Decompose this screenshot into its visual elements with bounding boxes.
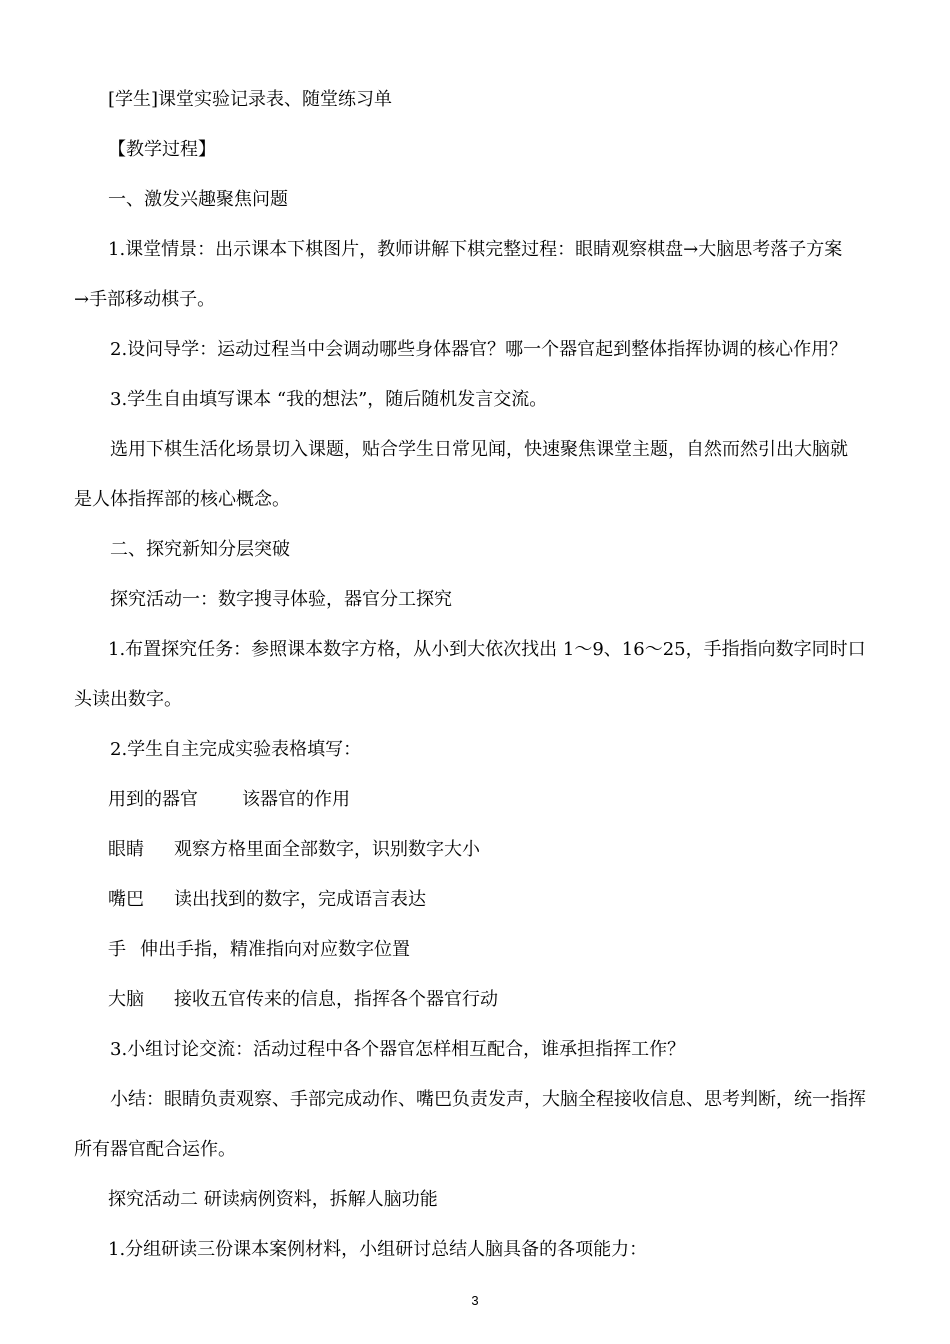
activity1-item3: 3.小组讨论交流：活动过程中各个器官怎样相互配合，谁承担指挥工作？ xyxy=(110,1039,686,1060)
organ-function: 读出找到的数字，完成语言表达 xyxy=(174,889,426,910)
page-number: 3 xyxy=(471,1293,479,1308)
organ-name: 大脑 xyxy=(108,989,144,1010)
organ-function: 伸出手指，精准指向对应数字位置 xyxy=(140,939,410,960)
activity1-summary-line2: 所有器官配合运作。 xyxy=(74,1139,236,1160)
section1-summary-line2: 是人体指挥部的核心概念。 xyxy=(74,489,290,510)
organ-function: 观察方格里面全部数字，识别数字大小 xyxy=(174,839,480,860)
student-materials-line: [学生]课堂实验记录表、随堂练习单 xyxy=(108,89,393,110)
organ-name: 手 xyxy=(108,939,126,960)
section1-heading: 一、激发兴趣聚焦问题 xyxy=(108,189,288,210)
organ-function: 接收五官传来的信息，指挥各个器官行动 xyxy=(174,989,498,1010)
table-header-organ: 用到的器官 xyxy=(108,789,198,810)
activity2-title: 探究活动二 研读病例资料，拆解人脑功能 xyxy=(108,1189,438,1210)
organ-name: 眼睛 xyxy=(108,839,144,860)
section1-item3: 3.学生自由填写课本 “我的想法”，随后随机发言交流。 xyxy=(110,389,548,410)
section1-item1-line1: 1.课堂情景：出示课本下棋图片，教师讲解下棋完整过程：眼睛观察棋盘→大脑思考落子方案 xyxy=(108,239,843,260)
activity1-item2: 2.学生自主完成实验表格填写： xyxy=(110,739,362,760)
section1-item2: 2.设问导学：运动过程当中会调动哪些身体器官？哪一个器官起到整体指挥协调的核心作用？ xyxy=(110,339,848,360)
activity1-title: 探究活动一：数字搜寻体验，器官分工探究 xyxy=(110,589,452,610)
organ-name: 嘴巴 xyxy=(108,889,144,910)
table-header-function: 该器官的作用 xyxy=(242,789,350,810)
activity1-item1-line1: 1.布置探究任务：参照课本数字方格，从小到大依次找出 1～9、16～25，手指指向数字同时口 xyxy=(108,639,866,660)
activity1-summary-line1: 小结：眼睛负责观察、手部完成动作、嘴巴负责发声，大脑全程接收信息、思考判断，统一指挥 xyxy=(110,1089,866,1110)
teaching-process-heading: 【教学过程】 xyxy=(108,139,216,160)
section1-item1-line2: →手部移动棋子。 xyxy=(74,289,216,310)
section2-heading: 二、探究新知分层突破 xyxy=(110,539,290,560)
activity1-item1-line2: 头读出数字。 xyxy=(74,689,182,710)
activity2-item1: 1.分组研读三份课本案例材料，小组研讨总结人脑具备的各项能力： xyxy=(108,1239,648,1260)
section1-summary-line1: 选用下棋生活化场景切入课题，贴合学生日常见闻，快速聚焦课堂主题，自然而然引出大脑就 xyxy=(110,439,848,460)
